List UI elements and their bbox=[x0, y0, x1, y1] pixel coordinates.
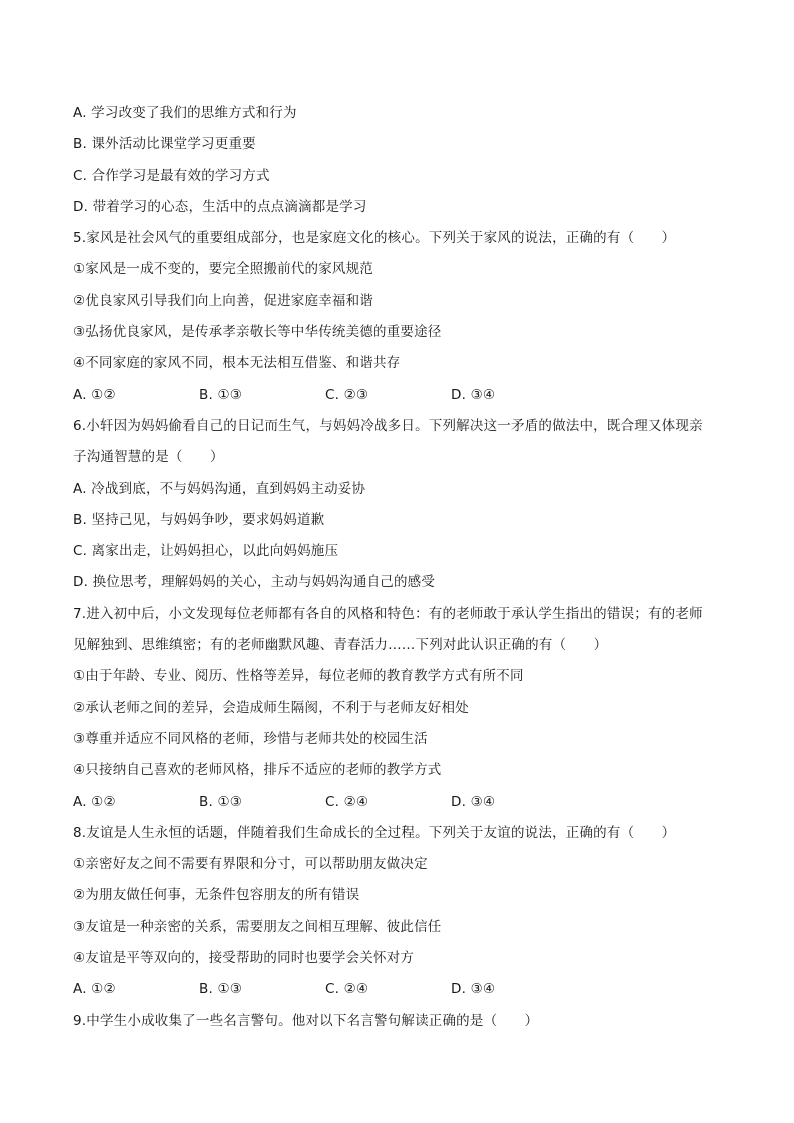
q6-option-a: A. 冷战到底，不与妈妈沟通，直到妈妈主动妥协 bbox=[73, 480, 366, 497]
q7-option-a: A. ①② bbox=[73, 793, 116, 810]
q8-option-d: D. ③④ bbox=[451, 981, 496, 998]
q5-option-d: D. ③④ bbox=[451, 386, 496, 403]
q6-option-b: B. 坚持己见，与妈妈争吵，要求妈妈道歉 bbox=[73, 511, 325, 528]
q7-option-d: D. ③④ bbox=[451, 793, 496, 810]
q4-option-d: D. 带着学习的心态，生活中的点点滴滴都是学习 bbox=[73, 198, 367, 215]
q7-option-b: B. ①③ bbox=[199, 793, 243, 810]
q5-statement-1: ①家风是一成不变的，要完全照搬前代的家风规范 bbox=[73, 261, 374, 278]
q4-option-b: B. 课外活动比课堂学习更重要 bbox=[73, 136, 256, 153]
q5-option-c: C. ②③ bbox=[325, 386, 369, 403]
q8-options bbox=[73, 974, 723, 1005]
q6-stem-line-1: 6.小轩因为妈妈偷看自己的日记而生气，与妈妈冷战多日。下列解决这一矛盾的做法中，既合理又体现亲 bbox=[73, 417, 703, 434]
q8-stem: 8.友谊是人生永恒的话题，伴随着我们生命成长的全过程。下列关于友谊的说法，正确的有（ ） bbox=[73, 824, 676, 841]
q4-option-a: A. 学习改变了我们的思维方式和行为 bbox=[73, 105, 297, 121]
q7-statement-4: ④只接纳自己喜欢的老师风格，排斥不适应的老师的教学方式 bbox=[73, 762, 442, 779]
q5-statement-2: ②优良家风引导我们向上向善，促进家庭幸福和谐 bbox=[73, 292, 374, 309]
q8-statement-1: ①亲密好友之间不需要有界限和分寸，可以帮助朋友做决定 bbox=[73, 856, 428, 873]
q8-option-b: B. ①③ bbox=[199, 981, 243, 998]
q9-stem: 9.中学生小成收集了一些名言警句。他对以下名言警句解读正确的是（ ） bbox=[73, 1012, 539, 1029]
q5-stem: 5.家风是社会风气的重要组成部分，也是家庭文化的核心。下列关于家风的说法，正确的有（ ） bbox=[73, 230, 676, 247]
q5-option-b: B. ①③ bbox=[199, 386, 243, 403]
q8-option-a: A. ①② bbox=[73, 981, 116, 998]
q7-stem-line-1: 7.进入初中后，小文发现每位老师都有各自的风格和特色：有的老师敢于承认学生指出的错误；有的老师 bbox=[73, 605, 703, 622]
q7-options bbox=[73, 787, 723, 818]
exam-page bbox=[73, 98, 723, 1037]
q8-statement-3: ③友谊是一种亲密的关系，需要朋友之间相互理解、彼此信任 bbox=[73, 918, 442, 935]
q8-statement-2: ②为朋友做任何事，无条件包容朋友的所有错误 bbox=[73, 887, 360, 904]
q6-option-c: C. 离家出走，让妈妈担心，以此向妈妈施压 bbox=[73, 543, 339, 560]
q8-statement-4: ④友谊是平等双向的，接受帮助的同时也要学会关怀对方 bbox=[73, 950, 415, 967]
q5-options bbox=[73, 380, 723, 411]
q5-statement-3: ③弘扬优良家风，是传承孝亲敬长等中华传统美德的重要途径 bbox=[73, 324, 442, 341]
q6-stem-line-2: 子沟通智慧的是（ ） bbox=[73, 449, 224, 466]
q6-option-d: D. 换位思考，理解妈妈的关心，主动与妈妈沟通自己的感受 bbox=[73, 574, 436, 591]
q7-statement-3: ③尊重并适应不同风格的老师，珍惜与老师共处的校园生活 bbox=[73, 730, 428, 747]
q5-option-a: A. ①② bbox=[73, 386, 116, 403]
q5-statement-4: ④不同家庭的家风不同，根本无法相互借鉴、和谐共存 bbox=[73, 355, 401, 372]
q7-option-c: C. ②④ bbox=[325, 793, 369, 810]
q8-option-c: C. ②④ bbox=[325, 981, 369, 998]
q7-stem-line-2: 见解独到、思维缜密；有的老师幽默风趣、青春活力……下列对此认识正确的有（ ） bbox=[73, 637, 608, 654]
q7-statement-2: ②承认老师之间的差异，会造成师生隔阂，不利于与老师友好相处 bbox=[73, 699, 469, 716]
q7-statement-1: ①由于年龄、专业、阅历、性格等差异，每位老师的教育教学方式有所不同 bbox=[73, 668, 524, 685]
q4-option-c: C. 合作学习是最有效的学习方式 bbox=[73, 167, 270, 184]
